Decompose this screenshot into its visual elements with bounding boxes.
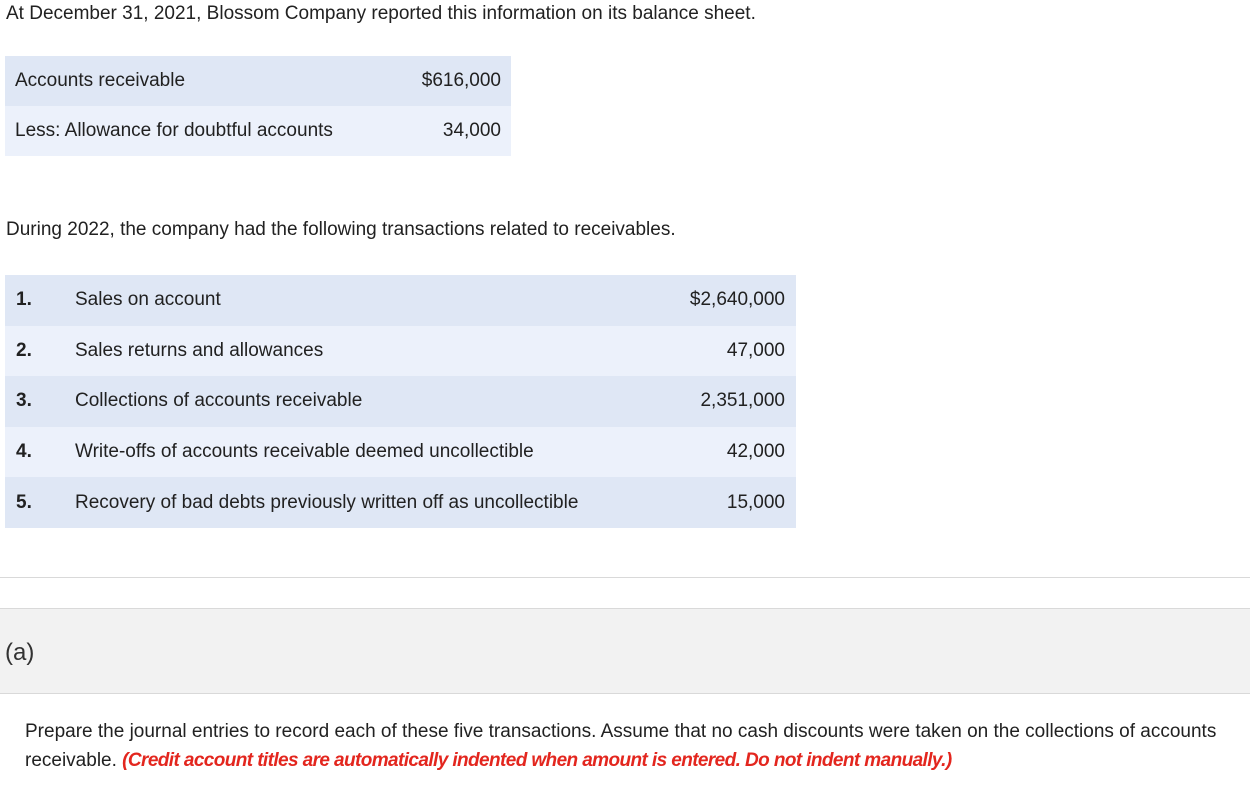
- transaction-description: Collections of accounts receivable: [65, 376, 671, 427]
- transaction-number: 2.: [5, 326, 65, 377]
- intro-text: At December 31, 2021, Blossom Company reported this information on its balance sheet.: [6, 3, 756, 24]
- transaction-number: 4.: [5, 427, 65, 478]
- balance-amount: 34,000: [396, 106, 511, 156]
- table-row: [5, 376, 796, 427]
- balance-amount: $616,000: [396, 56, 511, 106]
- table-row: [5, 326, 796, 377]
- table-row: [5, 275, 796, 326]
- transaction-number: 3.: [5, 376, 65, 427]
- table-row: [5, 427, 796, 478]
- table-row: [5, 106, 511, 156]
- transactions-table: [5, 275, 796, 528]
- transaction-description: Sales on account: [65, 275, 671, 326]
- part-a-header: [0, 608, 1250, 694]
- instructions-main: Prepare the journal entries to record each of these five transactions. Assume that no cash discounts were taken on the collections of accounts receivable.: [25, 721, 1217, 771]
- balance-label: Less: Allowance for doubtful accounts: [5, 106, 396, 156]
- transaction-amount: 2,351,000: [671, 376, 796, 427]
- transaction-amount: 47,000: [671, 326, 796, 377]
- transaction-amount: 15,000: [671, 477, 796, 528]
- transaction-description: Write-offs of accounts receivable deemed uncollectible: [65, 427, 671, 478]
- transactions-intro: During 2022, the company had the following transactions related to receivables.: [6, 219, 676, 240]
- transaction-amount: 42,000: [671, 427, 796, 478]
- transaction-number: 1.: [5, 275, 65, 326]
- instructions: [25, 717, 1235, 775]
- transaction-description: Recovery of bad debts previously written off as uncollectible: [65, 477, 671, 528]
- table-row: [5, 477, 796, 528]
- transaction-description: Sales returns and allowances: [65, 326, 671, 377]
- transaction-number: 5.: [5, 477, 65, 528]
- part-label: (a): [5, 639, 35, 666]
- balance-label: Accounts receivable: [5, 56, 396, 106]
- instructions-note: (Credit account titles are automatically indented when amount is entered. Do not indent manually.): [122, 750, 952, 771]
- section-divider: [0, 577, 1250, 578]
- balance-sheet-table: [5, 56, 511, 156]
- transaction-amount: $2,640,000: [671, 275, 796, 326]
- table-row: [5, 56, 511, 106]
